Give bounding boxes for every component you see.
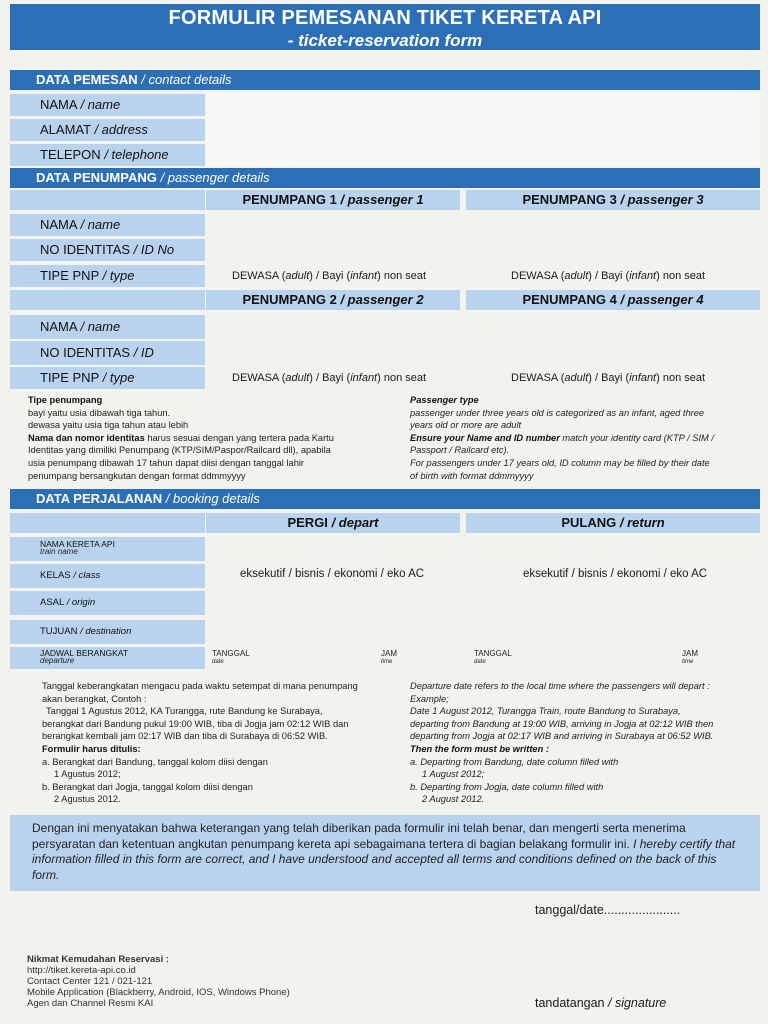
booking-notes-en: Departure date refers to the local time where the passengers will depart : Example; Date 1 August 2012, Turangga Train, route Bandung to Surabaya, departing from Bandung at 19:00 WIB, arriving in Jogja at 02:12 WIB then departing from Jogja at 02:17 WIB and arriving in Surabaya at 06:52 WIB. Then the form must be written : a. Departing from Bandung, date column filled with 1 August 2012; b. Departing from Jogja, date column filled with 2 August 2012.	[410, 681, 714, 805]
footer-info: Nikmat Kemudahan Reservasi : http://tiket.kereta-api.co.id Contact Center 121 / 021-121 Mobile Application (Blackberry, Android, IOS, Windows Phone) Agen dan Channel Resmi KAI	[27, 954, 357, 1009]
form-title: FORMULIR PEMESANAN TIKET KERETA API	[168, 7, 602, 29]
passenger-2-header: PENUMPANG 2 / passenger 2	[206, 290, 460, 310]
return-date-label: TANGGAL date	[474, 649, 512, 665]
return-header: PULANG / return	[466, 513, 760, 533]
passenger-4-header: PENUMPANG 4 / passenger 4	[466, 290, 760, 310]
footer-contact-center: Contact Center 121 / 021-121	[27, 976, 153, 987]
passenger-block2-spacer	[10, 290, 205, 310]
passenger2-id-label: NO IDENTITAS / ID	[10, 341, 205, 365]
class-label: KELAS / class	[10, 564, 205, 588]
passenger-1-header: PENUMPANG 1 / passenger 1	[206, 190, 460, 210]
form-title-bar	[10, 4, 760, 50]
passenger-id-label: NO IDENTITAS / ID No	[10, 239, 205, 261]
depart-header: PERGI / depart	[206, 513, 460, 533]
passenger-1-type-options[interactable]: DEWASA (adult) / Bayi (infant) non seat	[232, 270, 427, 282]
destination-label: TUJUAN / destination	[10, 620, 205, 644]
booking-header-spacer	[10, 513, 205, 533]
footer-website: http://tiket.kereta-api.co.id	[27, 965, 136, 976]
depart-time-label: JAM time	[381, 649, 397, 665]
signature-label: tandatangan / signature	[535, 996, 667, 1010]
passenger-notes-en: Passenger type passenger under three years old is categorized as an infant, aged three years old or more are adult Ensure your Name and ID number match your identity card (KTP / SIM / Passport / Railcard etc). For passengers under 17 years old, ID column may be filled by their date of birth with format ddmmyyyy	[410, 395, 714, 481]
depart-class-options[interactable]: eksekutif / bisnis / ekonomi / eko AC	[240, 568, 425, 580]
contact-section-header: DATA PEMESAN / contact details	[10, 70, 760, 90]
form-subtitle: - ticket-reservation form	[287, 31, 483, 50]
depart-date-label: TANGGAL date	[212, 649, 250, 665]
contact-telephone-label: TELEPON / telephone	[10, 144, 205, 166]
passenger-type-label: TIPE PNP / type	[10, 265, 205, 287]
passenger-section-header: DATA PENUMPANG / passenger details	[10, 168, 760, 188]
footer-agents: Agen dan Channel Resmi KAI	[27, 998, 154, 1009]
passenger-name-label: NAMA / name	[10, 214, 205, 236]
booking-notes-id: Tanggal keberangkatan mengacu pada waktu setempat di mana penumpang akan berangkat, Contoh : Tanggal 1 Agustus 2012, KA Turangga, rute Bandung ke Surabaya, berangkat dari Bandung pukul 19:00 WIB, tiba di Jogja jam 02:12 WIB dan berangkat kembali jam 02:17 WIB dan tiba di Surabaya di 06:52 WIB. Formulir harus ditulis: a. Berangkat dari Bandung, tanggal kolom diisi dengan 1 Agustus 2012; b. Berangkat dari Jogja, tanggal kolom diisi dengan 2 Agustus 2012.	[42, 681, 358, 805]
contact-telephone-field[interactable]	[206, 144, 760, 166]
contact-name-label: NAMA / name	[10, 94, 205, 116]
return-class-options[interactable]: eksekutif / bisnis / ekonomi / eko AC	[523, 568, 708, 580]
footer-mobile-app: Mobile Application (Blackberry, Android, IOS, Windows Phone)	[27, 987, 290, 998]
schedule-label: JADWAL BERANGKAT departure	[10, 647, 205, 669]
contact-address-field[interactable]	[206, 119, 760, 141]
passenger2-type-label: TIPE PNP / type	[10, 367, 205, 389]
passenger-3-header: PENUMPANG 3 / passenger 3	[466, 190, 760, 210]
contact-address-label: ALAMAT / address	[10, 119, 205, 141]
passenger-block1-spacer	[10, 190, 205, 210]
passenger-2-type-options[interactable]: DEWASA (adult) / Bayi (infant) non seat	[232, 372, 427, 384]
train-name-label: NAMA KERETA API train name	[10, 537, 205, 561]
contact-name-field[interactable]	[206, 94, 760, 116]
passenger-3-type-options[interactable]: DEWASA (adult) / Bayi (infant) non seat	[511, 270, 706, 282]
booking-section-header: DATA PERJALANAN / booking details	[10, 489, 760, 509]
signature-date-label: tanggal/date......................	[535, 903, 681, 917]
certification-statement: Dengan ini menyatakan bahwa keterangan yang telah diberikan pada formulir ini telah benar, dan mengerti serta menerima persyaratan dan ketentuan angkutan penumpang kereta api sebagaimana tertera di bagian belakang formulir ini. I hereby certify that information filled in this form are correct, and I have understood and accepted all terms and conditions defined on the back of this form.	[10, 815, 760, 891]
passenger-notes-id: Tipe penumpang bayi yaitu usia dibawah tiga tahun. dewasa yaitu usia tiga tahun atau lebih Nama dan nomor identitas harus sesuai dengan yang tertera pada Kartu Identitas yang dimiliki Penumpang (KTP/SIM/Paspor/Railcard dll), apabila usia penumpang dibawah 17 tahun dapat diisi dengan tanggal lahir penumpang bersangkutan dengan format ddmmyyyy	[28, 395, 334, 481]
passenger-4-type-options[interactable]: DEWASA (adult) / Bayi (infant) non seat	[511, 372, 706, 384]
return-time-label: JAM time	[682, 649, 698, 665]
origin-label: ASAL / origin	[10, 591, 205, 615]
passenger2-name-label: NAMA / name	[10, 315, 205, 339]
